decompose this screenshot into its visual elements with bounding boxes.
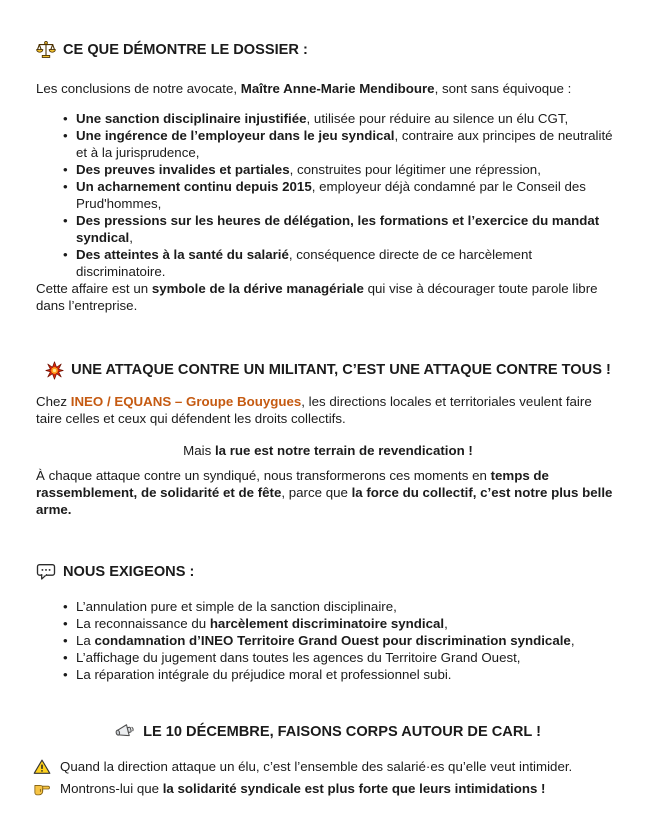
scales-of-justice-icon — [36, 40, 56, 60]
list-item: • La reconnaissance du harcèlement discriminatoire syndical, — [36, 615, 620, 632]
list-item: • Une sanction disciplinaire injustifiée, utilisée pour réduire au silence un élu CGT, — [36, 110, 620, 127]
pointing-right-hand-icon — [33, 780, 51, 798]
section-dossier-title: CE QUE DÉMONTRE LE DOSSIER : — [63, 42, 308, 58]
section-appel-title: LE 10 DÉCEMBRE, FAISONS CORPS AUTOUR DE CARL ! — [143, 723, 541, 740]
attaque-slogan: Mais la rue est notre terrain de revendication ! — [183, 443, 473, 458]
warning-text: Quand la direction attaque un élu, c’est l’ensemble des salarié·es qu’elle veut intimider. — [60, 759, 573, 774]
list-item: • Une ingérence de l’employeur dans le jeu syndical, contraire aux principes de neutralité et à la jurisprudence, — [36, 127, 620, 161]
pointer-line — [33, 780, 620, 798]
pointer-text: Montrons-lui que la solidarité syndicale est plus forte que leurs intimidations ! — [60, 781, 546, 796]
list-item: • La condamnation d’INEO Territoire Grand Ouest pour discrimination syndicale, — [36, 632, 620, 649]
dossier-bullet-list — [36, 110, 620, 280]
warning-triangle-icon — [33, 758, 51, 776]
list-item: • Un acharnement continu depuis 2015, employeur déjà condamné par le Conseil des Prud'hommes, — [36, 178, 620, 212]
attaque-paragraph: Chez INEO / EQUANS – Groupe Bouygues, les directions locales et territoriales veulent faire taire celles et ceux qui défendent les droits collectifs. — [36, 394, 592, 426]
dossier-outro-paragraph: Cette affaire est un symbole de la dérive managériale qui vise à décourager toute parole libre dans l’entreprise. — [36, 281, 598, 313]
section-attaque-heading — [36, 360, 620, 380]
section-exigeons-heading — [36, 562, 620, 582]
section-exigeons-title: NOUS EXIGEONS : — [63, 564, 195, 580]
speech-bubble-icon — [36, 562, 56, 582]
dossier-intro-paragraph: Les conclusions de notre avocate, Maître Anne-Marie Mendiboure, sont sans équivoque : — [36, 81, 572, 96]
explosion-icon — [45, 361, 64, 380]
list-item: • Des preuves invalides et partiales, construites pour légitimer une répression, — [36, 161, 620, 178]
warning-line — [33, 758, 620, 776]
exigeons-bullet-list — [36, 598, 620, 683]
list-item: • Des pressions sur les heures de délégation, les formations et l’exercice du mandat syndical, — [36, 212, 620, 246]
section-appel-heading — [36, 721, 620, 742]
megaphone-icon — [115, 721, 136, 742]
list-item: • L’annulation pure et simple de la sanction disciplinaire, — [36, 598, 620, 615]
list-item: • Des atteintes à la santé du salarié, conséquence directe de ce harcèlement discriminatoire. — [36, 246, 620, 280]
section-attaque-title: UNE ATTAQUE CONTRE UN MILITANT, C’EST UNE ATTAQUE CONTRE TOUS ! — [71, 362, 611, 378]
list-item: • L’affichage du jugement dans toutes les agences du Territoire Grand Ouest, — [36, 649, 620, 666]
section-dossier-heading — [36, 40, 620, 60]
attaque-paragraph-2: À chaque attaque contre un syndiqué, nous transformerons ces moments en temps de rassemblement, de solidarité et de fête, parce que la force du collectif, c’est notre plus belle arme. — [36, 468, 613, 517]
list-item: • La réparation intégrale du préjudice moral et professionnel subi. — [36, 666, 620, 683]
